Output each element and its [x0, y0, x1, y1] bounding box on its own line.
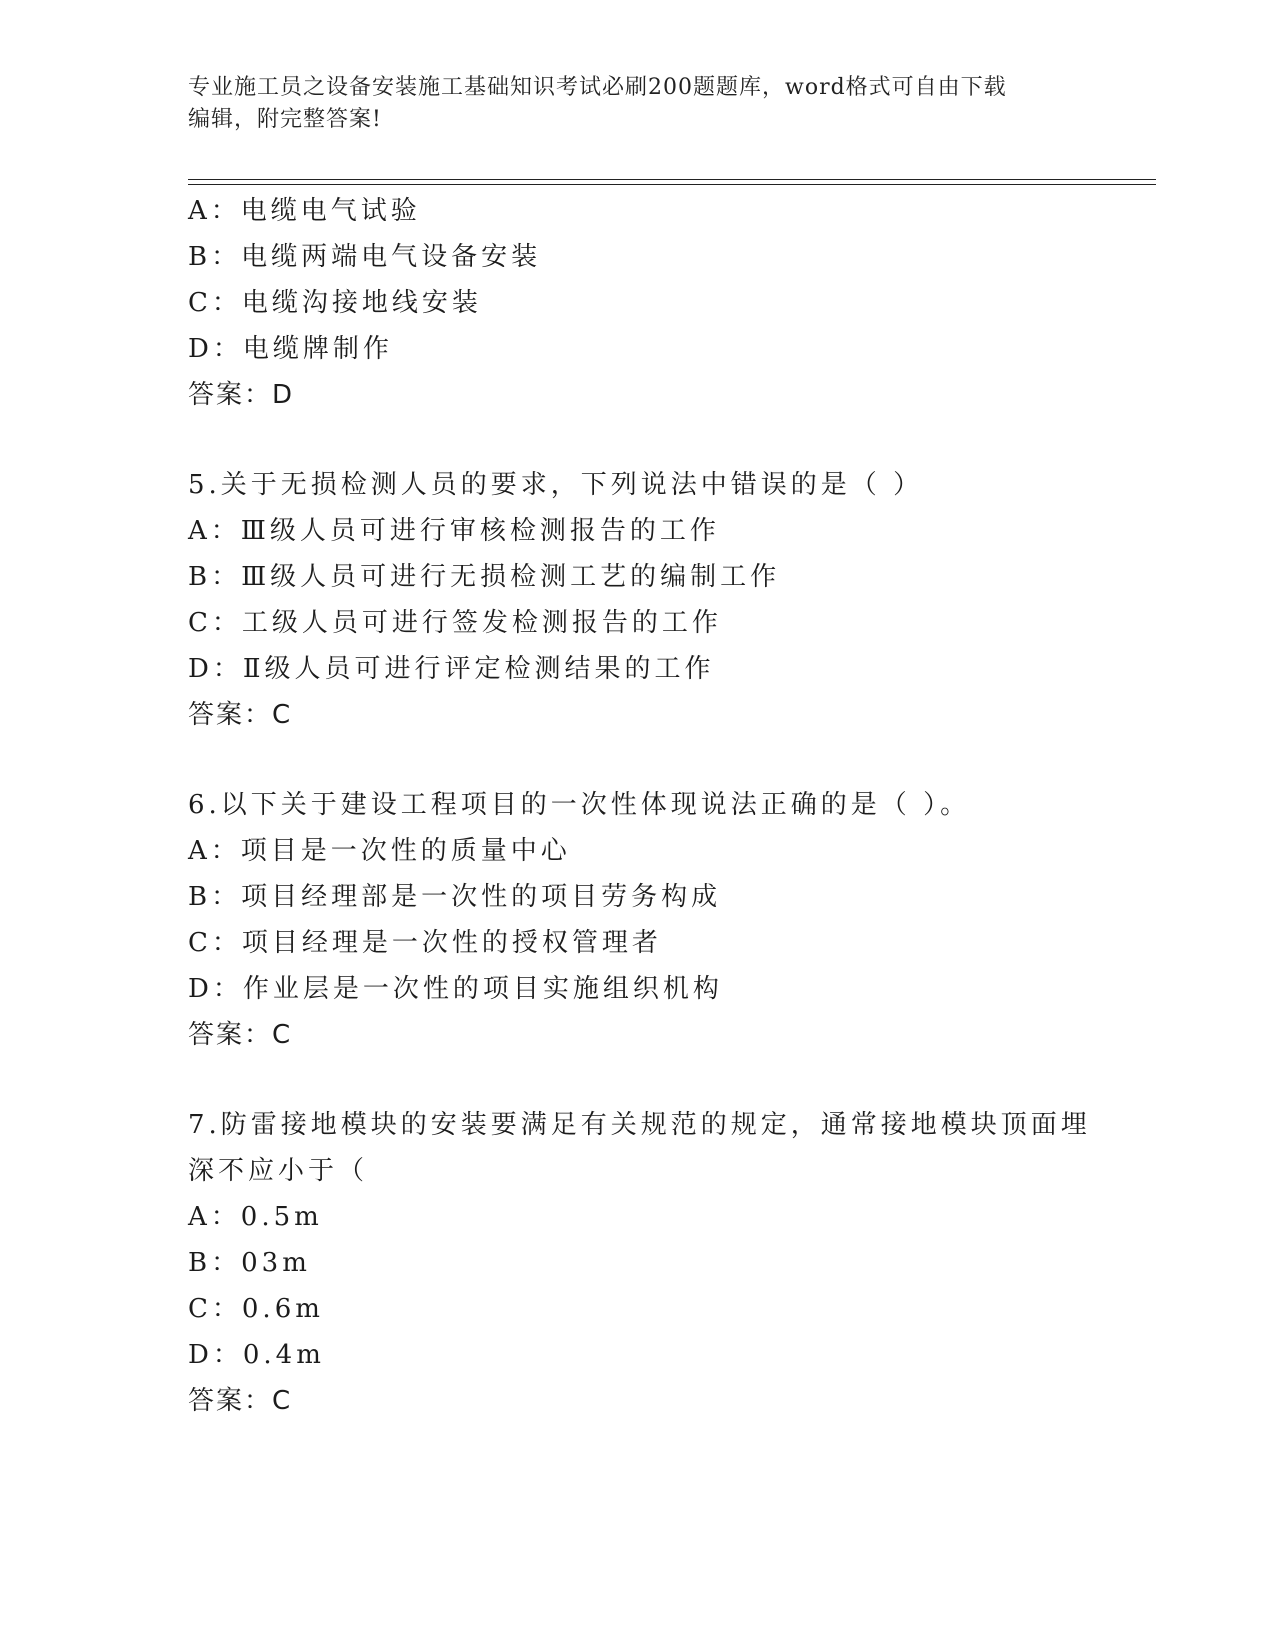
- question-5: [188, 462, 1148, 738]
- question-list: [188, 188, 1148, 1424]
- answer-line: 答案：C: [188, 1020, 293, 1050]
- question-title-line-2: 深不应小于（: [188, 1156, 369, 1186]
- answer-line: 答案：C: [188, 1386, 293, 1416]
- option-b: B：项目经理部是一次性的项目劳务构成: [188, 882, 722, 912]
- question-4: [188, 188, 1148, 418]
- answer-line: 答案：D: [188, 380, 295, 410]
- option-b: B：电缆两端电气设备安装: [188, 242, 542, 272]
- option-c: C：0.6m: [188, 1294, 324, 1324]
- option-c: C：工级人员可进行签发检测报告的工作: [188, 608, 722, 638]
- option-d: D：电缆牌制作: [188, 334, 393, 364]
- option-c: C：电缆沟接地线安装: [188, 288, 482, 318]
- option-a: A：Ⅲ级人员可进行审核检测报告的工作: [188, 516, 720, 546]
- option-a: A：项目是一次性的质量中心: [188, 836, 571, 866]
- option-d: D：Ⅱ级人员可进行评定检测结果的工作: [188, 654, 715, 684]
- question-6: [188, 782, 1148, 1058]
- header-line-2: 编辑，附完整答案!: [188, 107, 382, 132]
- option-b: B：Ⅲ级人员可进行无损检测工艺的编制工作: [188, 562, 781, 592]
- option-a: A：电缆电气试验: [188, 196, 421, 226]
- option-d: D：0.4m: [188, 1340, 325, 1370]
- header-line-1: 专业施工员之设备安装施工基础知识考试必刷200题题库，word格式可自由下载: [188, 75, 1007, 100]
- option-a: A：0.5m: [188, 1202, 323, 1232]
- question-title: 6.以下关于建设工程项目的一次性体现说法正确的是（ ）。: [188, 790, 971, 820]
- answer-line: 答案：C: [188, 700, 293, 730]
- question-title-line-1: 7.防雷接地模块的安装要满足有关规范的规定，通常接地模块顶面埋: [188, 1110, 1091, 1140]
- question-title: 5.关于无损检测人员的要求，下列说法中错误的是（ ）: [188, 470, 924, 500]
- spacer: [188, 738, 1148, 782]
- option-d: D：作业层是一次性的项目实施组织机构: [188, 974, 723, 1004]
- question-7: [188, 1102, 1148, 1424]
- document-header: [188, 72, 1088, 136]
- spacer: [188, 1058, 1148, 1102]
- header-divider-bottom: [188, 184, 1156, 185]
- option-c: C：项目经理是一次性的授权管理者: [188, 928, 662, 958]
- option-b: B：03m: [188, 1248, 311, 1278]
- header-divider-top: [188, 179, 1156, 180]
- spacer: [188, 418, 1148, 462]
